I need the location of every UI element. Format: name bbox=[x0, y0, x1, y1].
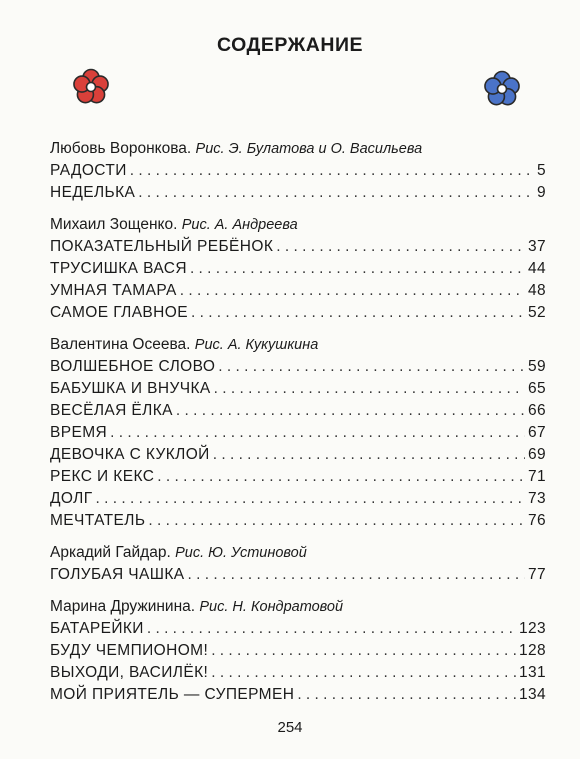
page-title: СОДЕРЖАНИЕ bbox=[217, 34, 363, 56]
toc-entry bbox=[50, 258, 546, 280]
toc-entry bbox=[50, 564, 546, 586]
toc-entry bbox=[50, 160, 546, 182]
illustrator-credit: Рис. Н. Кондратовой bbox=[199, 599, 344, 615]
entry-page: 73 bbox=[527, 490, 546, 507]
dot-leader bbox=[190, 258, 525, 280]
table-of-contents bbox=[50, 138, 546, 716]
entry-page: 128 bbox=[518, 642, 546, 659]
dot-leader bbox=[211, 662, 516, 684]
dot-leader bbox=[276, 236, 525, 258]
toc-entry bbox=[50, 444, 546, 466]
toc-entry bbox=[50, 684, 546, 706]
toc-entry bbox=[50, 488, 546, 510]
entry-page: 9 bbox=[536, 184, 546, 201]
illustrator-credit: Рис. Ю. Устиновой bbox=[175, 545, 307, 561]
entry-title: ВОЛШЕБНОЕ СЛОВО bbox=[50, 358, 216, 375]
page-number: 254 bbox=[277, 719, 303, 736]
author-line bbox=[50, 596, 546, 618]
author-name: Любовь Воронкова. bbox=[50, 140, 192, 157]
toc-entry bbox=[50, 356, 546, 378]
toc-entry bbox=[50, 378, 546, 400]
entry-page: 5 bbox=[536, 162, 546, 179]
toc-entry bbox=[50, 466, 546, 488]
author-name: Аркадий Гайдар. bbox=[50, 544, 171, 561]
entry-title: МОЙ ПРИЯТЕЛЬ — СУПЕРМЕН bbox=[50, 686, 295, 703]
dot-leader bbox=[138, 182, 534, 204]
dot-leader bbox=[213, 444, 525, 466]
author-line bbox=[50, 542, 546, 564]
entry-title: БУДУ ЧЕМПИОНОМ! bbox=[50, 642, 209, 659]
entry-title: РЕКС И КЕКС bbox=[50, 468, 155, 485]
entry-page: 52 bbox=[527, 304, 546, 321]
dot-leader bbox=[218, 356, 525, 378]
entry-title: ВРЕМЯ bbox=[50, 424, 108, 441]
dot-leader bbox=[130, 160, 534, 182]
entry-title: НЕДЕЛЬКА bbox=[50, 184, 136, 201]
toc-entry bbox=[50, 422, 546, 444]
entry-page: 37 bbox=[527, 238, 546, 255]
dot-leader bbox=[191, 302, 525, 324]
toc-entry bbox=[50, 640, 546, 662]
entry-page: 131 bbox=[518, 664, 546, 681]
entry-page: 123 bbox=[518, 620, 546, 637]
author-name: Марина Дружинина. bbox=[50, 598, 196, 615]
dot-leader bbox=[148, 510, 525, 532]
entry-page: 67 bbox=[527, 424, 546, 441]
toc-section bbox=[50, 334, 546, 532]
entry-title: УМНАЯ ТАМАРА bbox=[50, 282, 177, 299]
entry-page: 71 bbox=[527, 468, 546, 485]
toc-section bbox=[50, 214, 546, 324]
entry-title: ПОКАЗАТЕЛЬНЫЙ РЕБЁНОК bbox=[50, 238, 274, 255]
toc-entry bbox=[50, 236, 546, 258]
entry-title: ДЕВОЧКА С КУКЛОЙ bbox=[50, 446, 210, 463]
dot-leader bbox=[96, 488, 525, 510]
dot-leader bbox=[110, 422, 525, 444]
entry-page: 77 bbox=[527, 566, 546, 583]
dot-leader bbox=[188, 564, 525, 586]
author-name: Михаил Зощенко. bbox=[50, 216, 178, 233]
author-line bbox=[50, 214, 546, 236]
entry-page: 134 bbox=[518, 686, 546, 703]
toc-entry bbox=[50, 400, 546, 422]
entry-title: ВЕСЁЛАЯ ЁЛКА bbox=[50, 402, 173, 419]
entry-title: РАДОСТИ bbox=[50, 162, 127, 179]
entry-title: ДОЛГ bbox=[50, 490, 93, 507]
entry-title: ВЫХОДИ, ВАСИЛЁК! bbox=[50, 664, 209, 681]
entry-page: 44 bbox=[527, 260, 546, 277]
toc-section bbox=[50, 138, 546, 204]
toc-entry bbox=[50, 510, 546, 532]
illustrator-credit: Рис. А. Андреева bbox=[181, 217, 298, 233]
illustrator-credit: Рис. А. Кукушкина bbox=[194, 337, 319, 353]
toc-entry bbox=[50, 280, 546, 302]
illustrator-credit: Рис. Э. Булатова и О. Васильева bbox=[195, 141, 423, 157]
flower-center bbox=[87, 83, 96, 92]
flower-center bbox=[498, 85, 507, 94]
entry-page: 48 bbox=[527, 282, 546, 299]
entry-title: МЕЧТАТЕЛЬ bbox=[50, 512, 146, 529]
dot-leader bbox=[157, 466, 525, 488]
entry-page: 59 bbox=[527, 358, 546, 375]
dot-leader bbox=[297, 684, 516, 706]
dot-leader bbox=[211, 640, 516, 662]
author-name: Валентина Осеева. bbox=[50, 336, 191, 353]
entry-page: 76 bbox=[527, 512, 546, 529]
dot-leader bbox=[180, 280, 525, 302]
author-line bbox=[50, 138, 546, 160]
dot-leader bbox=[214, 378, 525, 400]
dot-leader bbox=[176, 400, 525, 422]
toc-entry bbox=[50, 302, 546, 324]
entry-title: ГОЛУБАЯ ЧАШКА bbox=[50, 566, 185, 583]
blue-flower-icon bbox=[482, 69, 522, 109]
entry-title: ТРУСИШКА ВАСЯ bbox=[50, 260, 187, 277]
toc-section bbox=[50, 542, 546, 586]
dot-leader bbox=[147, 618, 516, 640]
toc-entry bbox=[50, 618, 546, 640]
author-line bbox=[50, 334, 546, 356]
entry-title: САМОЕ ГЛАВНОЕ bbox=[50, 304, 188, 321]
entry-page: 65 bbox=[527, 380, 546, 397]
red-flower-icon bbox=[71, 67, 111, 107]
entry-title: БАТАРЕЙКИ bbox=[50, 620, 144, 637]
entry-title: БАБУШКА И ВНУЧКА bbox=[50, 380, 211, 397]
toc-entry bbox=[50, 182, 546, 204]
toc-entry bbox=[50, 662, 546, 684]
entry-page: 66 bbox=[527, 402, 546, 419]
toc-section bbox=[50, 596, 546, 706]
entry-page: 69 bbox=[527, 446, 546, 463]
